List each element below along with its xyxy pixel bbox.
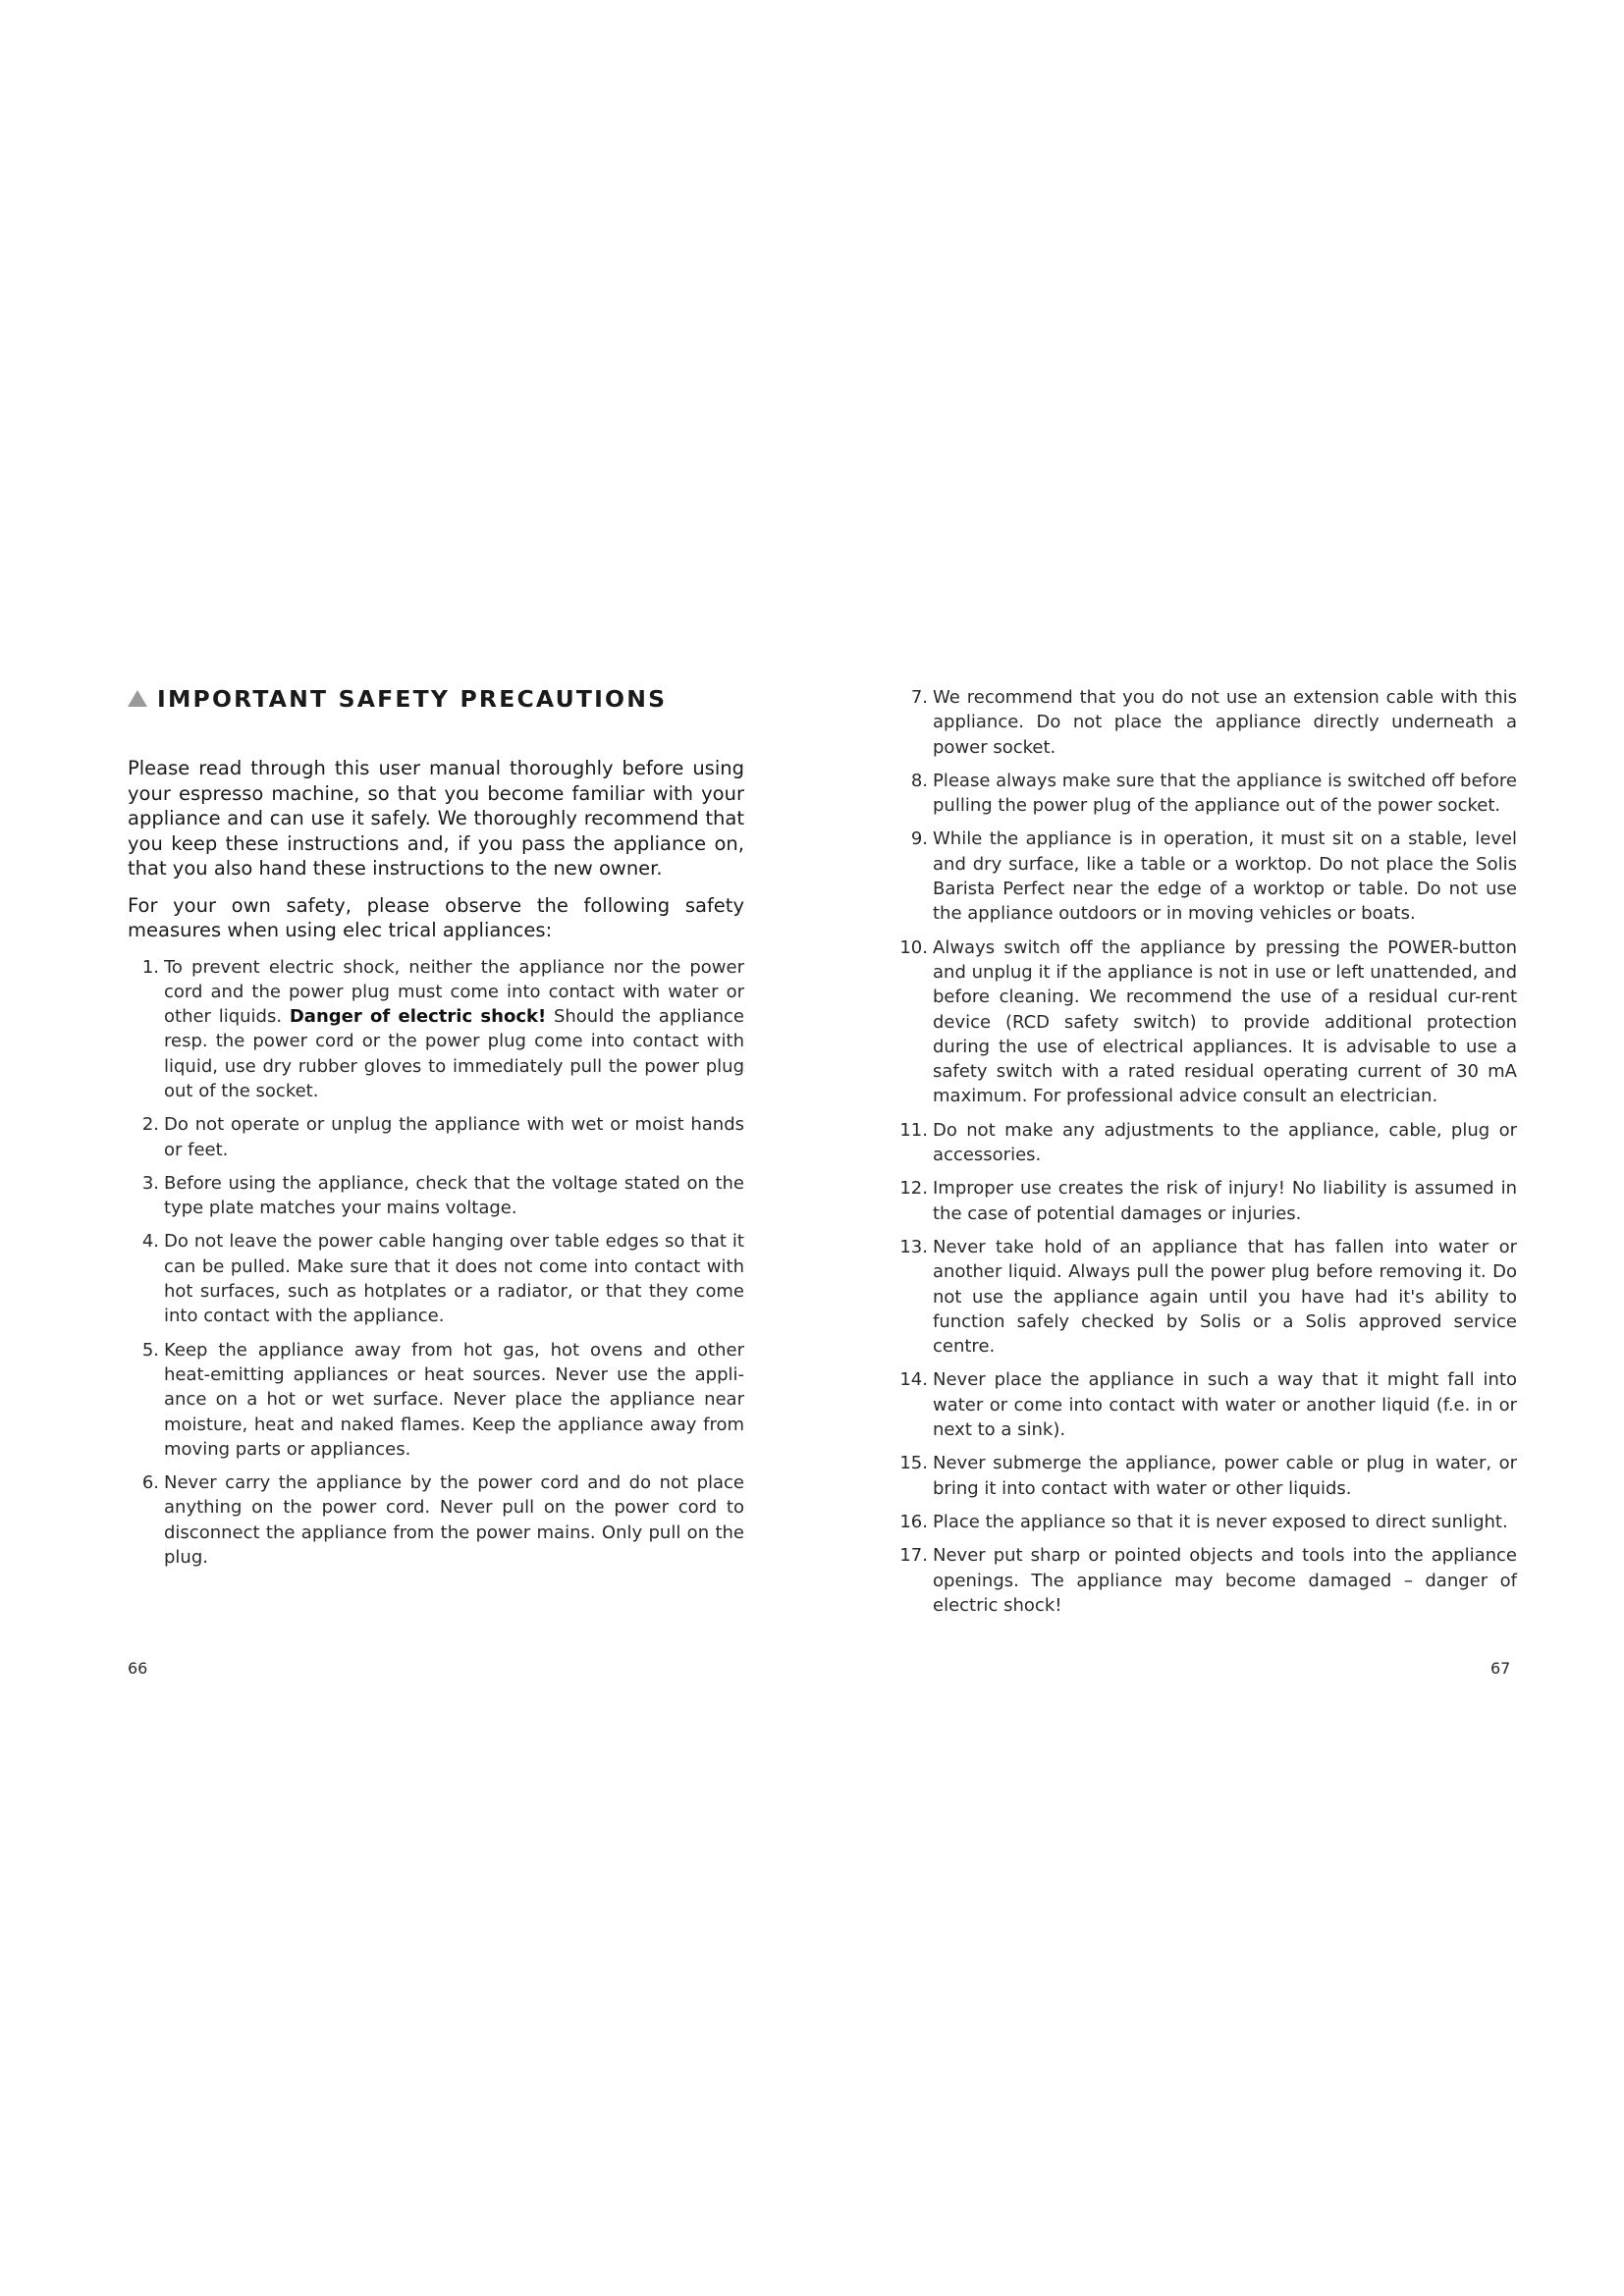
item-text: Keep the appliance away from hot gas, hot ovens and other heat-emitting appliances or heat sources. Never use the appli-ance on a hot or wet surface. Never place the appliance near moisture, heat and naked flames. Keep the appliance away from moving parts or appliances. — [164, 1339, 744, 1460]
safety-item-4 — [128, 1229, 744, 1328]
safety-item-6 — [128, 1470, 744, 1570]
item-text: We recommend that you do not use an extension cable with this appliance. Do not place the appliance directly underneath a power socket. — [933, 687, 1517, 758]
item-number: 17. — [899, 1545, 928, 1567]
item-number: 15. — [899, 1453, 928, 1474]
item-number: 9. — [910, 828, 928, 850]
section-heading — [128, 685, 744, 713]
safety-item-12 — [889, 1176, 1517, 1226]
safety-item-8 — [889, 769, 1517, 819]
item-text: While the appliance is in operation, it must sit on a stable, level and dry surface, like a table or a worktop. Do not place the Solis Barista Perfect near the edge of a worktop or table. Do not use the appliance outdoors or in moving vehicles or boats. — [933, 828, 1517, 925]
item-number: 13. — [899, 1236, 928, 1257]
safety-item-11 — [889, 1118, 1517, 1168]
item-text: Before using the appliance, check that the voltage stated on the type plate matches your mains voltage. — [164, 1172, 744, 1219]
safety-item-14 — [889, 1367, 1517, 1442]
item-text: Place the appliance so that it is never exposed to direct sunlight. — [933, 1511, 1508, 1532]
safety-item-17 — [889, 1543, 1517, 1618]
warning-triangle-icon — [128, 690, 147, 707]
item-number: 12. — [899, 1178, 928, 1200]
item-number: 3. — [141, 1172, 159, 1194]
right-page — [889, 685, 1517, 1627]
safety-item-1 — [128, 955, 744, 1104]
page-number-right: 67 — [1490, 1659, 1511, 1678]
item-text: Always switch off the appliance by pressing the POWER-button and unplug it if the appliance is not in use or left unattended, and before cleaning. We recommend the use of a residual cur-rent device (RCD safety switch) to provide additional protection during the use of electrical appliances. It is advisable to use a safety switch with a rated residual operating current of 30 mA maximum. For professional advice consult an electrician. — [933, 936, 1517, 1107]
item-number: 8. — [910, 770, 928, 791]
item-number: 1. — [141, 956, 159, 978]
item-text: Please always make sure that the appliance is switched off before pulling the power plug of the appliance out of the power socket. — [933, 770, 1517, 817]
intro-instruction: For your own safety, please observe the following safety measures when using elec trical appliances: — [128, 893, 744, 941]
item-text: To prevent electric shock, neither the appliance nor the power cord and the power plug must come into contact with water or other liquids. Danger of electric shock! Should the appliance resp. the power cord or the power plug come into contact with liquid, use dry rubber gloves to immediately pull the power plug out of the socket. — [164, 956, 744, 1101]
item-text: Never place the appliance in such a way that it might fall into water or come into contact with water or another liquid (f.e. in or next to a sink). — [933, 1369, 1517, 1441]
item-number: 11. — [899, 1119, 928, 1141]
item-number: 14. — [899, 1369, 928, 1391]
item-number: 7. — [910, 687, 928, 708]
safety-item-5 — [128, 1338, 744, 1462]
safety-list-left — [128, 955, 744, 1571]
safety-item-2 — [128, 1112, 744, 1162]
safety-item-3 — [128, 1171, 744, 1221]
item-number: 16. — [899, 1511, 928, 1532]
item-text: Do not operate or unplug the appliance with wet or moist hands or feet. — [164, 1114, 744, 1160]
item-number: 10. — [899, 936, 928, 958]
intro-paragraph: Please read through this user manual thoroughly before using your espresso machine, so that you become familiar with your appliance and can use it safely. We thoroughly recommend that you keep these instructions and, if you pass the appliance on, that you also hand these instructions to the new owner. — [128, 757, 744, 880]
safety-item-9 — [889, 827, 1517, 926]
item-text: Do not make any adjustments to the appliance, cable, plug or accessories. — [933, 1119, 1517, 1166]
item-text: Never carry the appliance by the power cord and do not place anything on the power cord. Never pull on the power cord to disconnect the appliance from the power mains. Only pull on the plug. — [164, 1472, 744, 1569]
item-number: 4. — [141, 1231, 159, 1253]
item-number: 2. — [141, 1114, 159, 1136]
item-text: Improper use creates the risk of injury! No liability is assumed in the case of potential damages or injuries. — [933, 1178, 1517, 1224]
safety-item-7 — [889, 685, 1517, 760]
item-number: 5. — [141, 1339, 159, 1361]
item-text: Never put sharp or pointed objects and tools into the appliance openings. The appliance may become damaged – danger of electric shock! — [933, 1545, 1517, 1616]
safety-item-15 — [889, 1451, 1517, 1501]
safety-item-10 — [889, 935, 1517, 1109]
danger-emphasis: Danger of electric shock! — [289, 1006, 547, 1028]
item-text: Never submerge the appliance, power cable or plug in water, or bring it into contact with water or other liquids. — [933, 1453, 1517, 1499]
item-number: 6. — [141, 1472, 159, 1494]
item-text: Never take hold of an appliance that has fallen into water or another liquid. Always pull the power plug before removing it. Do not use the appliance again until you have had it's ability to function safely checked by Solis or a Solis approved service centre. — [933, 1236, 1517, 1358]
page-number-left: 66 — [128, 1659, 148, 1678]
safety-list-right — [889, 685, 1517, 1618]
section-heading-text: IMPORTANT SAFETY PRECAUTIONS — [157, 685, 668, 713]
item-text: Do not leave the power cable hanging over table edges so that it can be pulled. Make sure that it does not come into contact with hot surfaces, such as hotplates or a radiator, or that they come into contact with the appliance. — [164, 1231, 744, 1327]
left-page — [128, 685, 744, 1578]
safety-item-16 — [889, 1510, 1517, 1534]
safety-item-13 — [889, 1235, 1517, 1359]
